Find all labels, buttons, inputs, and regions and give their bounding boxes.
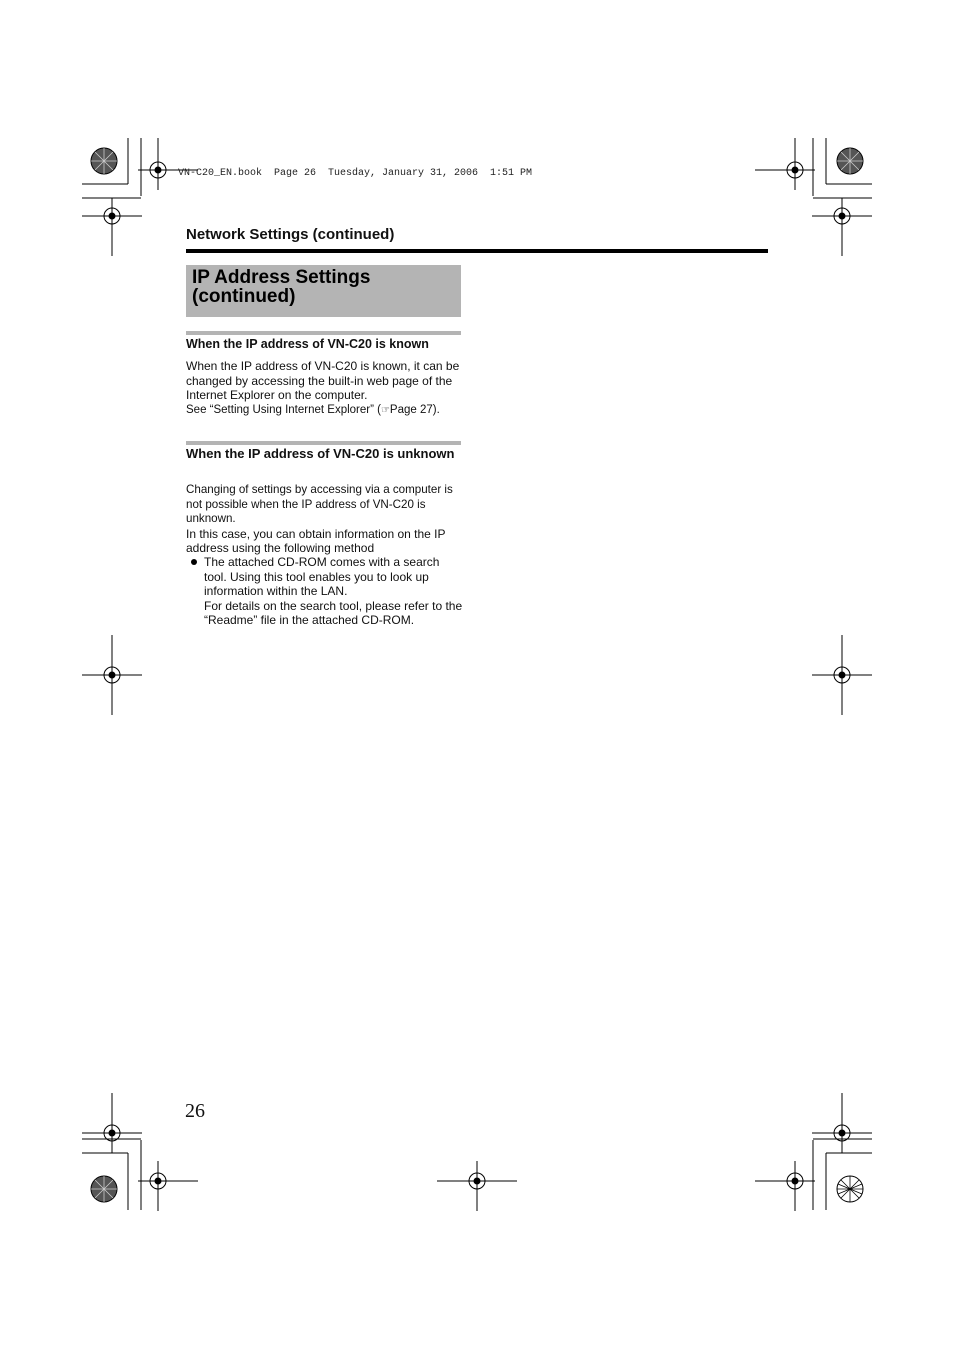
pointing-hand-icon: ☞: [380, 404, 390, 416]
running-head: Network Settings (continued): [186, 226, 395, 243]
subsection-rule: [186, 331, 461, 335]
page-number: 26: [185, 1100, 205, 1122]
bullet-sub: For details on the search tool, please refer to the “Readme” file in the attached CD-ROM.: [204, 598, 463, 627]
subsection-heading-unknown: When the IP address of VN-C20 is unknown: [186, 446, 455, 461]
see-text: See “Setting Using Internet Explorer” (: [186, 403, 381, 416]
print-header: VN-C20_EN.book Page 26 Tuesday, January 31, 2006 1:51 PM: [178, 168, 533, 179]
list-item: [186, 555, 464, 630]
known-see-reference: [186, 403, 464, 419]
subsection-heading-known: When the IP address of VN-C20 is known: [186, 337, 429, 351]
subsection-body-unknown: [186, 483, 464, 556]
header-rule: [186, 249, 768, 253]
unknown-body-2: In this case, you can obtain information on the IP address using the following method: [186, 526, 446, 555]
subsection-body-known: [186, 359, 464, 418]
known-body-text: When the IP address of VN-C20 is known, it can be changed by accessing the built-in web page of the Internet Explorer on the computer.: [186, 359, 460, 402]
subsection-rule: [186, 441, 461, 445]
bullet-text: [204, 555, 464, 628]
section-title-box: [186, 265, 461, 317]
unknown-body-1: Changing of settings by accessing via a computer is not possible when the IP address of VN-C20 is unknown.: [186, 483, 453, 525]
page-ref-text: Page 27).: [389, 403, 440, 416]
section-title: IP Address Settings (continued): [192, 267, 371, 307]
bullet-main: The attached CD-ROM comes with a search tool. Using this tool enables you to look up information within the LAN.: [204, 555, 440, 598]
bullet-icon: [191, 559, 197, 565]
